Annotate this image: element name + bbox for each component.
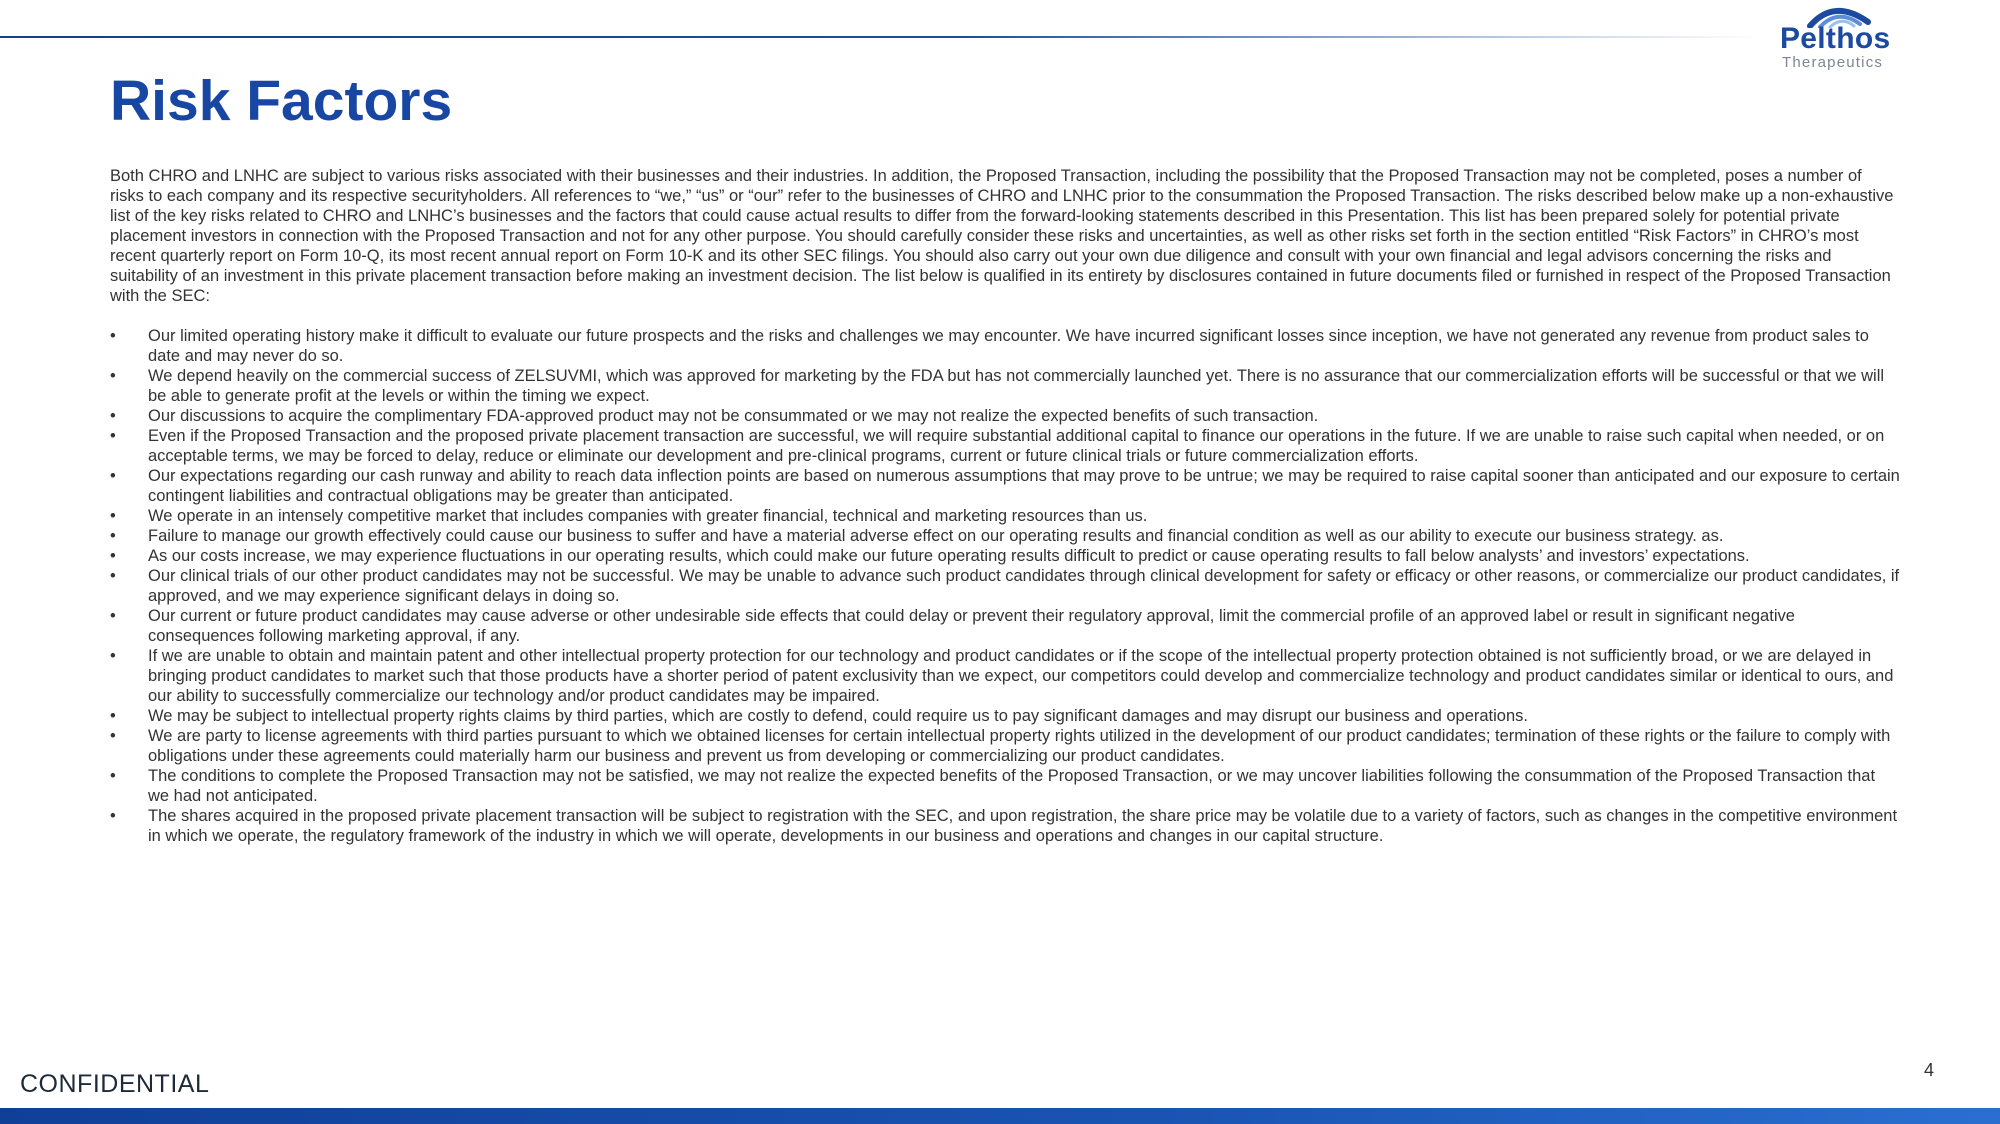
risk-text: Our discussions to acquire the complimentary FDA-approved product may not be consummated or we may not realize the expected benefits of such transaction. bbox=[148, 407, 1319, 425]
risk-text: As our costs increase, we may experience fluctuations in our operating results, which could make our future operating results difficult to predict or cause operating results to fall below analysts’ and investors’ expectations. bbox=[148, 547, 1750, 565]
risk-item bbox=[110, 326, 1900, 366]
bullet-icon: • bbox=[110, 527, 116, 545]
risk-item bbox=[110, 406, 1900, 426]
confidential-label: CONFIDENTIAL bbox=[20, 1070, 210, 1098]
bullet-icon: • bbox=[110, 607, 116, 625]
risk-text: We operate in an intensely competitive market that includes companies with greater financial, technical and marketing resources than us. bbox=[148, 507, 1148, 525]
bullet-icon: • bbox=[110, 767, 116, 785]
risk-text: Our expectations regarding our cash runway and ability to reach data inflection points are based on numerous assumptions that may prove to be untrue; we may be required to raise capital sooner than anticipated and our exposure to certain contingent liabilities and contractual obligations may be greater than anticipated. bbox=[148, 467, 1900, 505]
footer-bar bbox=[0, 1108, 2000, 1124]
risk-item bbox=[110, 646, 1900, 706]
bullet-icon: • bbox=[110, 727, 116, 745]
bullet-icon: • bbox=[110, 467, 116, 485]
company-logo bbox=[1776, 2, 1896, 74]
risk-item bbox=[110, 546, 1900, 566]
risk-text: We depend heavily on the commercial success of ZELSUVMI, which was approved for marketing by the FDA but has not commercially launched yet. There is no assurance that our commercialization efforts will be successful or that we will be able to generate profit at the levels or within the timing we expect. bbox=[148, 367, 1885, 405]
bullet-icon: • bbox=[110, 427, 116, 445]
page-title: Risk Factors bbox=[110, 69, 453, 133]
risk-item bbox=[110, 466, 1900, 506]
risk-text: Our current or future product candidates may cause adverse or other undesirable side effects that could delay or prevent their regulatory approval, limit the commercial profile of an approved label or result in significant negative consequences following marketing approval, if any. bbox=[148, 607, 1795, 645]
bullet-icon: • bbox=[110, 567, 116, 585]
risk-item bbox=[110, 766, 1900, 806]
bullet-icon: • bbox=[110, 707, 116, 725]
bullet-icon: • bbox=[110, 507, 116, 525]
risk-item bbox=[110, 506, 1900, 526]
risk-item bbox=[110, 606, 1900, 646]
risk-item bbox=[110, 726, 1900, 766]
risk-text: Failure to manage our growth effectively could cause our business to suffer and have a material adverse effect on our operating results and financial condition as well as our ability to execute our business strategy. as. bbox=[148, 527, 1724, 545]
risk-item bbox=[110, 526, 1900, 546]
bullet-icon: • bbox=[110, 547, 116, 565]
risk-item bbox=[110, 806, 1900, 846]
risk-list bbox=[110, 326, 1900, 846]
bullet-icon: • bbox=[110, 407, 116, 425]
risk-text: Our clinical trials of our other product candidates may not be successful. We may be unable to advance such product candidates through clinical development for safety or efficacy or other reasons, or commercialize our product candidates, if approved, and we may experience significant delays in doing so. bbox=[148, 567, 1900, 605]
risk-text: The shares acquired in the proposed private placement transaction will be subject to registration with the SEC, and upon registration, the share price may be volatile due to a variety of factors, such as changes in the competitive environment in which we operate, the regulatory framework of the industry in which we will operate, developments in our business and operations and changes in our capital structure. bbox=[148, 807, 1898, 845]
risk-item bbox=[110, 426, 1900, 466]
risk-text: Our limited operating history make it difficult to evaluate our future prospects and the risks and challenges we may encounter. We have incurred significant losses since inception, we have not generated any revenue from product sales to date and may never do so. bbox=[148, 327, 1869, 365]
intro-paragraph: Both CHRO and LNHC are subject to various risks associated with their businesses and their industries. In addition, the Proposed Transaction, including the possibility that the Proposed Transaction may not be completed, poses a number of risks to each company and its respective securityholders. All references to “we,” “us” or “our” refer to the businesses of CHRO and LNHC prior to the consummation the Proposed Transaction. The risks described below make up a non-exhaustive list of the key risks related to CHRO and LNHC’s businesses and the factors that could cause actual results to differ from the forward-looking statements described in this Presentation. This list has been prepared solely for potential private placement investors in connection with the Proposed Transaction and not for any other purpose. You should carefully consider these risks and uncertainties, as well as other risks set forth in the section entitled “Risk Factors” in CHRO’s most recent quarterly report on Form 10-Q, its most recent annual report on Form 10-K and its other SEC filings. You should also carry out your own due diligence and consult with your own financial and legal advisors concerning the risks and suitability of an investment in this private placement transaction before making an investment decision. The list below is qualified in its entirety by disclosures contained in future documents filed or furnished in respect of the Proposed Transaction with the SEC: bbox=[110, 167, 1894, 305]
bullet-icon: • bbox=[110, 367, 116, 385]
risk-text: We are party to license agreements with third parties pursuant to which we obtained licenses for certain intellectual property rights utilized in the development of our product candidates; termination of these rights or the failure to comply with obligations under these agreements could materially harm our business and prevent us from developing or commercializing our product candidates. bbox=[148, 727, 1891, 765]
risk-factors-body bbox=[110, 166, 1900, 846]
bullet-icon: • bbox=[110, 807, 116, 825]
logo-name: Pelthos bbox=[1780, 22, 1891, 55]
risk-item bbox=[110, 366, 1900, 406]
risk-text: The conditions to complete the Proposed Transaction may not be satisfied, we may not realize the expected benefits of the Proposed Transaction, or we may uncover liabilities following the consummation of the Proposed Transaction that we had not anticipated. bbox=[148, 767, 1876, 805]
page-number: 4 bbox=[1923, 1060, 1934, 1080]
logo-subtitle: Therapeutics bbox=[1782, 54, 1884, 71]
risk-text: Even if the Proposed Transaction and the proposed private placement transaction are successful, we will require substantial additional capital to finance our operations in the future. If we are unable to raise such capital when needed, or on acceptable terms, we may be forced to delay, reduce or eliminate our development and pre-clinical programs, current or future clinical trials or future commercialization efforts. bbox=[148, 427, 1885, 465]
header-divider bbox=[0, 36, 1760, 38]
risk-item bbox=[110, 706, 1900, 726]
risk-item bbox=[110, 566, 1900, 606]
risk-text: If we are unable to obtain and maintain patent and other intellectual property protection for our technology and product candidates or if the scope of the intellectual property protection obtained is not sufficiently broad, or we are delayed in bringing product candidates to market such that those products have a shorter period of patent exclusivity than we expect, our competitors could develop and commercialize technology and product candidates similar or identical to ours, and our ability to successfully commercialize our technology and/or product candidates may be impaired. bbox=[148, 647, 1894, 705]
bullet-icon: • bbox=[110, 647, 116, 665]
bullet-icon: • bbox=[110, 327, 116, 345]
risk-text: We may be subject to intellectual property rights claims by third parties, which are costly to defend, could require us to pay significant damages and may disrupt our business and operations. bbox=[148, 707, 1528, 725]
